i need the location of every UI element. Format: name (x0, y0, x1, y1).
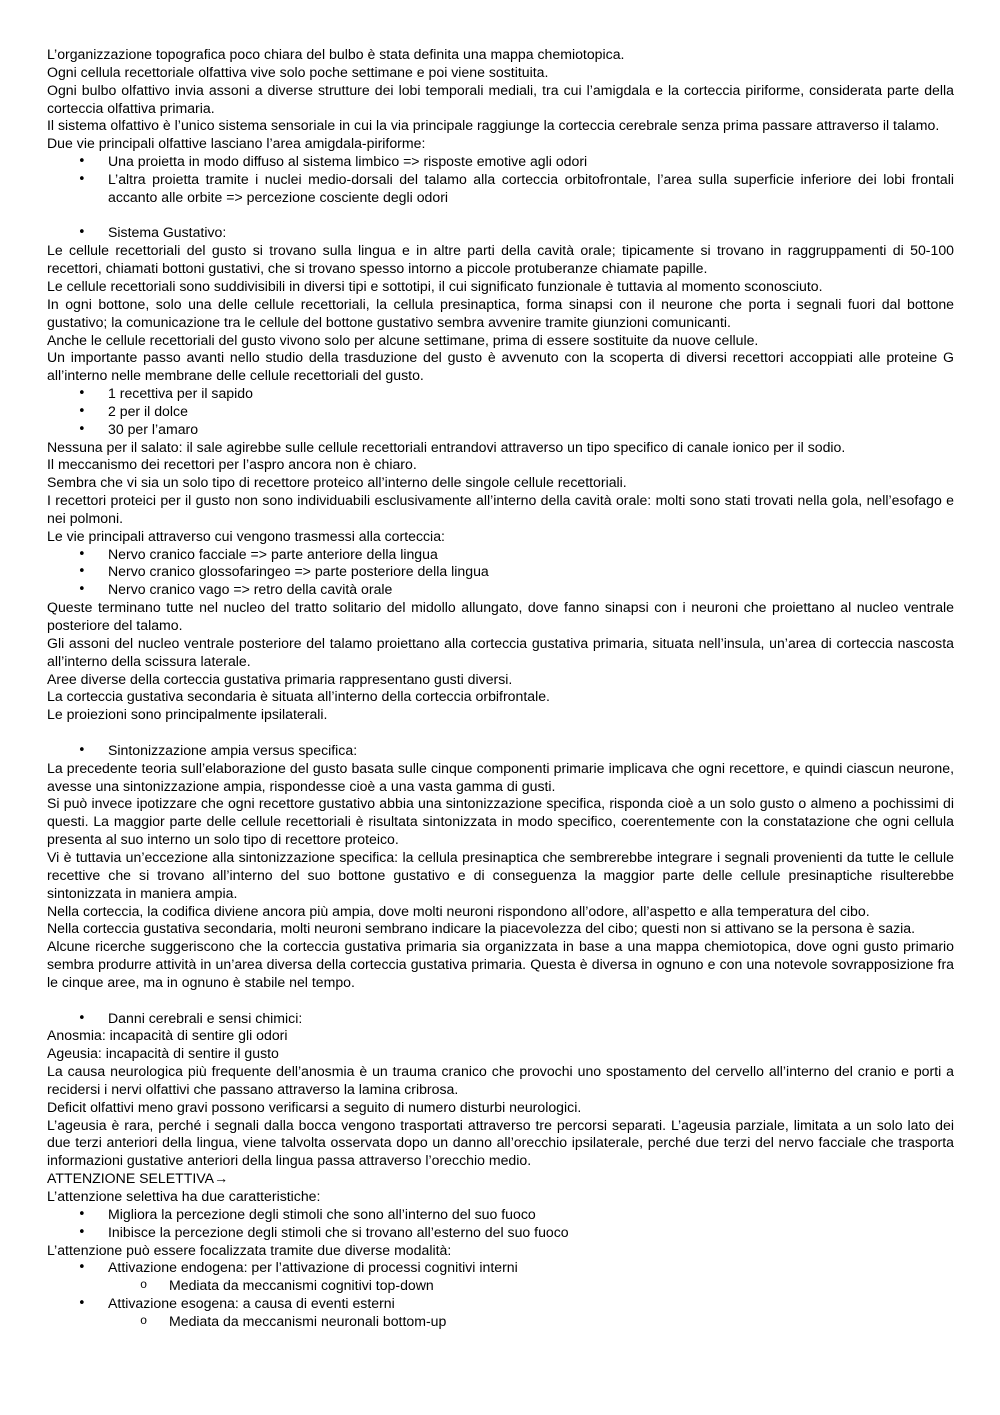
modes-list (47, 1259, 954, 1277)
features-list (47, 1206, 954, 1242)
arrow-right-icon: → (214, 1170, 229, 1187)
paragraph: Ogni bulbo olfattivo invia assoni a diverse strutture dei lobi temporali mediali, tra cui l’amigdala e la corteccia piriforme, considerata parte della corteccia olfattiva primaria. (47, 81, 954, 116)
list-item: • Una proietta in modo diffuso al sistema limbico => risposte emotive agli odori (47, 153, 954, 171)
paragraph: Vi è tuttavia un’eccezione alla sintonizzazione specifica: la cellula presinaptica che sembrerebbe integrare i segnali provenienti da tutte le cellule recettive che si trovano all’interno del suo bottone gustativo e di conseguenza la maggior parte delle cellule presinaptiche risulterebbe sintonizzata in maniera ampia. (47, 848, 954, 901)
olfactory-paths-list (47, 153, 954, 207)
paragraph: Deficit olfattivi meno gravi possono verificarsi a seguito di numero disturbi neurologici. (47, 1098, 582, 1115)
paragraph: La precedente teoria sull’elaborazione del gusto basata sulle cinque componenti primarie implicava che ogni recettore, e quindi ciascun neurone, avesse una sintonizzazione ampia, rispondesse cioè a una vasta gamma di gusti. (47, 759, 954, 794)
section-heading-tuning: • Sintonizzazione ampia versus specifica: (47, 742, 954, 760)
paragraph: Alcune ricerche suggeriscono che la corteccia gustativa primaria sia organizzata in base a una mappa chemiotopica, dove ogni gusto primario sembra produrre attività in un’area diversa della corteccia gustativa primaria. Questa è diversa in ognuno e con una notevole sovrapposizione fra le cinque aree, ma in ognuno è stabile nel tempo. (47, 938, 954, 990)
paragraph: Anosmia: incapacità di sentire gli odori (47, 1027, 288, 1044)
section-heading-gustatory: • Sistema Gustativo: (47, 224, 954, 242)
list-item: • Inibisce la percezione degli stimoli che si trovano all’esterno del suo fuoco (47, 1224, 954, 1242)
blank-line (47, 724, 954, 742)
paragraph: La corteccia gustativa secondaria è situata all’interno della corteccia orbifrontale. (47, 688, 550, 705)
paragraph: Anche le cellule recettoriali del gusto vivono solo per alcune settimane, prima di essere sostituite da nuove cellule. (47, 331, 759, 348)
section-heading-list (47, 224, 954, 242)
paragraph: Si può invece ipotizzare che ogni recettore gustativo abbia una sintonizzazione specifica, risponda cioè a un solo gusto o almeno a pochissimi di questi. La maggior parte delle cellule recettoriali è risultata sintonizzata in modo specifico, coerentemente con la constatazione che ogni cellula presenta al suo interno un solo tipo di recettore proteico. (47, 795, 954, 848)
list-item: • Nervo cranico glossofaringeo => parte posteriore della lingua (47, 563, 954, 581)
heading-text: ATTENZIONE SELETTIVA (47, 1170, 215, 1187)
paragraph: Gli assoni del nucleo ventrale posteriore del talamo proiettano alla corteccia gustativa primaria, situata nell’insula, un’area di corteccia nascosta all’interno della scissura laterale. (47, 634, 954, 669)
section-heading-list (47, 1010, 954, 1028)
paragraph: Il meccanismo dei recettori per l’aspro ancora non è chiaro. (47, 456, 417, 473)
modes-list (47, 1295, 954, 1313)
nerves-list (47, 546, 954, 600)
paragraph: Nessuna per il salato: il sale agirebbe sulle cellule recettoriali entrandovi attraverso un tipo specifico di canale ionico per il sodio. (47, 438, 846, 455)
paragraph: Le vie principali attraverso cui vengono trasmessi alla corteccia: (47, 527, 445, 544)
paragraph: Le proiezioni sono principalmente ipsilaterali. (47, 706, 328, 723)
list-item: • Attivazione endogena: per l’attivazione di processi cognitivi interni (47, 1259, 954, 1277)
paragraph: L’attenzione selettiva ha due caratteristiche: (47, 1188, 321, 1204)
list-item: • Nervo cranico vago => retro della cavità orale (47, 581, 954, 599)
sub-list (47, 1313, 954, 1331)
list-item: • L’altra proietta tramite i nuclei medio-dorsali del talamo alla corteccia orbitofrontale, l’area sulla superficie inferiore dei lobi frontali accanto alle orbite => percezione cosciente degli odori (47, 171, 954, 207)
section-heading-attention (47, 1170, 954, 1188)
paragraph: Ageusia: incapacità di sentire il gusto (47, 1045, 279, 1062)
paragraph: Un importante passo avanti nello studio della trasduzione del gusto è avvenuto con la scoperta di diversi recettori accoppiati alle proteine G all’interno nelle membrane delle cellule recettoriali del gusto. (47, 349, 954, 384)
blank-line (47, 992, 954, 1010)
paragraph: L’attenzione può essere focalizzata tramite due diverse modalità: (47, 1241, 452, 1258)
paragraph: Le cellule recettoriali sono suddivisibili in diversi tipi e sottotipi, il cui significato funzionale è tuttavia al momento sconosciuto. (47, 277, 823, 294)
paragraph: Sembra che vi sia un solo tipo di recettore proteico all’interno delle singole cellule recettoriali. (47, 474, 627, 491)
paragraph: Il sistema olfattivo è l’unico sistema sensoriale in cui la via principale raggiunge la corteccia cerebrale senza prima passare attraverso il talamo. (47, 117, 940, 134)
list-item: • 30 per l’amaro (47, 421, 954, 439)
list-item: • Migliora la percezione degli stimoli che sono all’interno del suo fuoco (47, 1206, 954, 1224)
paragraph: L’ageusia è rara, perché i segnali dalla bocca vengono trasportati attraverso tre percorsi separati. L’ageusia parziale, limitata a un solo lato dei due terzi anteriori della lingua, viene talvolta osservata dopo un danno all’orecchio ipsilaterale, perché due terzi del nervo facciale che trasporta informazioni gustative anteriori della lingua passa attraverso l’orecchio medio. (47, 1116, 954, 1169)
sub-list-item: o Mediata da meccanismi cognitivi top-down (47, 1277, 954, 1295)
paragraph: In ogni bottone, solo una delle cellule recettoriali, la cellula presinaptica, forma sinapsi con il neurone che porta i segnali fuori dal bottone gustativo; la comunicazione tra le cellule del bottone gustativo sembra avvenire tramite giunzioni comunicanti. (47, 295, 954, 330)
section-heading-list (47, 742, 954, 760)
list-item: • Attivazione esogena: a causa di eventi esterni (47, 1295, 954, 1313)
receptors-list (47, 385, 954, 439)
sub-list-item: o Mediata da meccanismi neuronali bottom-up (47, 1313, 954, 1331)
paragraph: Nella corteccia, la codifica diviene ancora più ampia, dove molti neuroni rispondono all’odore, all’aspetto e alla temperatura del cibo. (47, 902, 870, 919)
sub-list (47, 1277, 954, 1295)
paragraph: I recettori proteici per il gusto non sono individuabili esclusivamente all’interno della cavità orale: molti sono stati trovati nella gola, nell’esofago e nei polmoni. (47, 492, 954, 526)
list-item: • 2 per il dolce (47, 403, 954, 421)
paragraph: Aree diverse della corteccia gustativa primaria rappresentano gusti diversi. (47, 670, 513, 687)
section-heading-damage: • Danni cerebrali e sensi chimici: (47, 1010, 954, 1028)
list-item: • Nervo cranico facciale => parte anteriore della lingua (47, 546, 954, 564)
paragraph: Due vie principali olfattive lasciano l’area amigdala-piriforme: (47, 135, 426, 152)
paragraph: Le cellule recettoriali del gusto si trovano sulla lingua e in altre parti della cavità orale; tipicamente si trovano in raggruppamenti di 50-100 recettori, chiamati bottoni gustativi, che si trovano spesso intorno a piccole protuberanze chiamate papille. (47, 242, 954, 277)
paragraph: Queste terminano tutte nel nucleo del tratto solitario del midollo allungato, dove fanno sinapsi con i neuroni che proiettano al nucleo ventrale posteriore del talamo. (47, 599, 954, 633)
paragraph: La causa neurologica più frequente dell’anosmia è un trauma cranico che provochi uno spostamento del cervello all’interno del cranio e porti a recidersi i nervi olfattivi che passano attraverso la lamina cribrosa. (47, 1063, 954, 1097)
paragraph: Ogni cellula recettoriale olfattiva vive solo poche settimane e poi viene sostituita. (47, 63, 549, 80)
paragraph: L’organizzazione topografica poco chiara del bulbo è stata definita una mappa chemiotopica. (47, 46, 625, 62)
paragraph: Nella corteccia gustativa secondaria, molti neuroni sembrano indicare la piacevolezza del cibo; questi non si attivano se la persona è sazia. (47, 920, 916, 937)
blank-line (47, 207, 954, 225)
list-item: • 1 recettiva per il sapido (47, 385, 954, 403)
